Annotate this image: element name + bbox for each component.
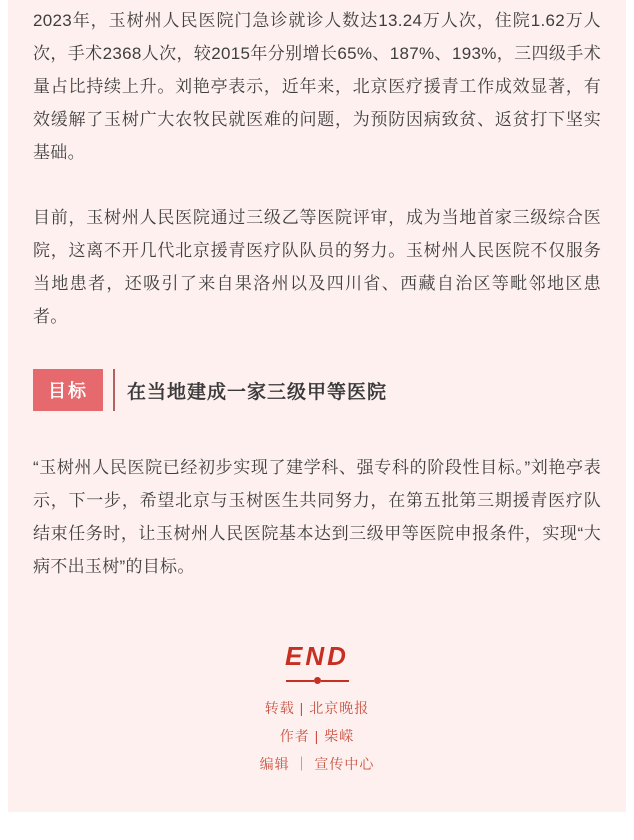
article-panel — [8, 0, 626, 812]
article-paragraph-3: “玉树州人民医院已经初步实现了建学科、强专科的阶段性目标。”刘艳亭表示，下一步，希望北京与玉树医生共同努力，在第五批第三期援青医疗队结束任务时，让玉树州人民医院基本达到三级甲等医院申报条件，实现“大病不出玉树”的目标。 — [33, 458, 601, 576]
article-paragraph-2: 目前，玉树州人民医院通过三级乙等医院评审，成为当地首家三级综合医院，这离不开几代北京援青医疗队队员的努力。玉树州人民医院不仅服务当地患者，还吸引了来自果洛州以及四川省、西藏自治区等毗邻地区患者。 — [33, 208, 601, 326]
end-block — [33, 641, 601, 778]
heading-vertical-divider — [113, 369, 115, 411]
end-divider-line-left — [286, 680, 314, 682]
section-heading: 在当地建成一家三级甲等医院 — [127, 381, 388, 403]
credits — [33, 694, 601, 778]
end-label: END — [285, 641, 349, 671]
article-paragraph-1: 2023年，玉树州人民医院门急诊就诊人数达13.24万人次，住院1.62万人次，手术2368人次，较2015年分别增长65%、187%、193%，三四级手术量占比持续上升。刘艳亭表示，近年来，北京医疗援青工作成效显著，有效缓解了玉树广大农牧民就医难的问题，为预防因病致贫、返贫打下坚实基础。 — [33, 11, 601, 162]
credit-editor: 编辑 ｜ 宣传中心 — [259, 756, 375, 772]
end-divider — [33, 677, 601, 684]
end-divider-line-right — [321, 680, 349, 682]
end-divider-dot-icon — [314, 677, 321, 684]
goal-badge: 目标 — [33, 369, 103, 411]
section-heading-row — [33, 369, 601, 411]
credit-author: 作者 | 柴嵘 — [279, 728, 355, 744]
credit-source: 转载 | 北京晚报 — [264, 700, 370, 716]
